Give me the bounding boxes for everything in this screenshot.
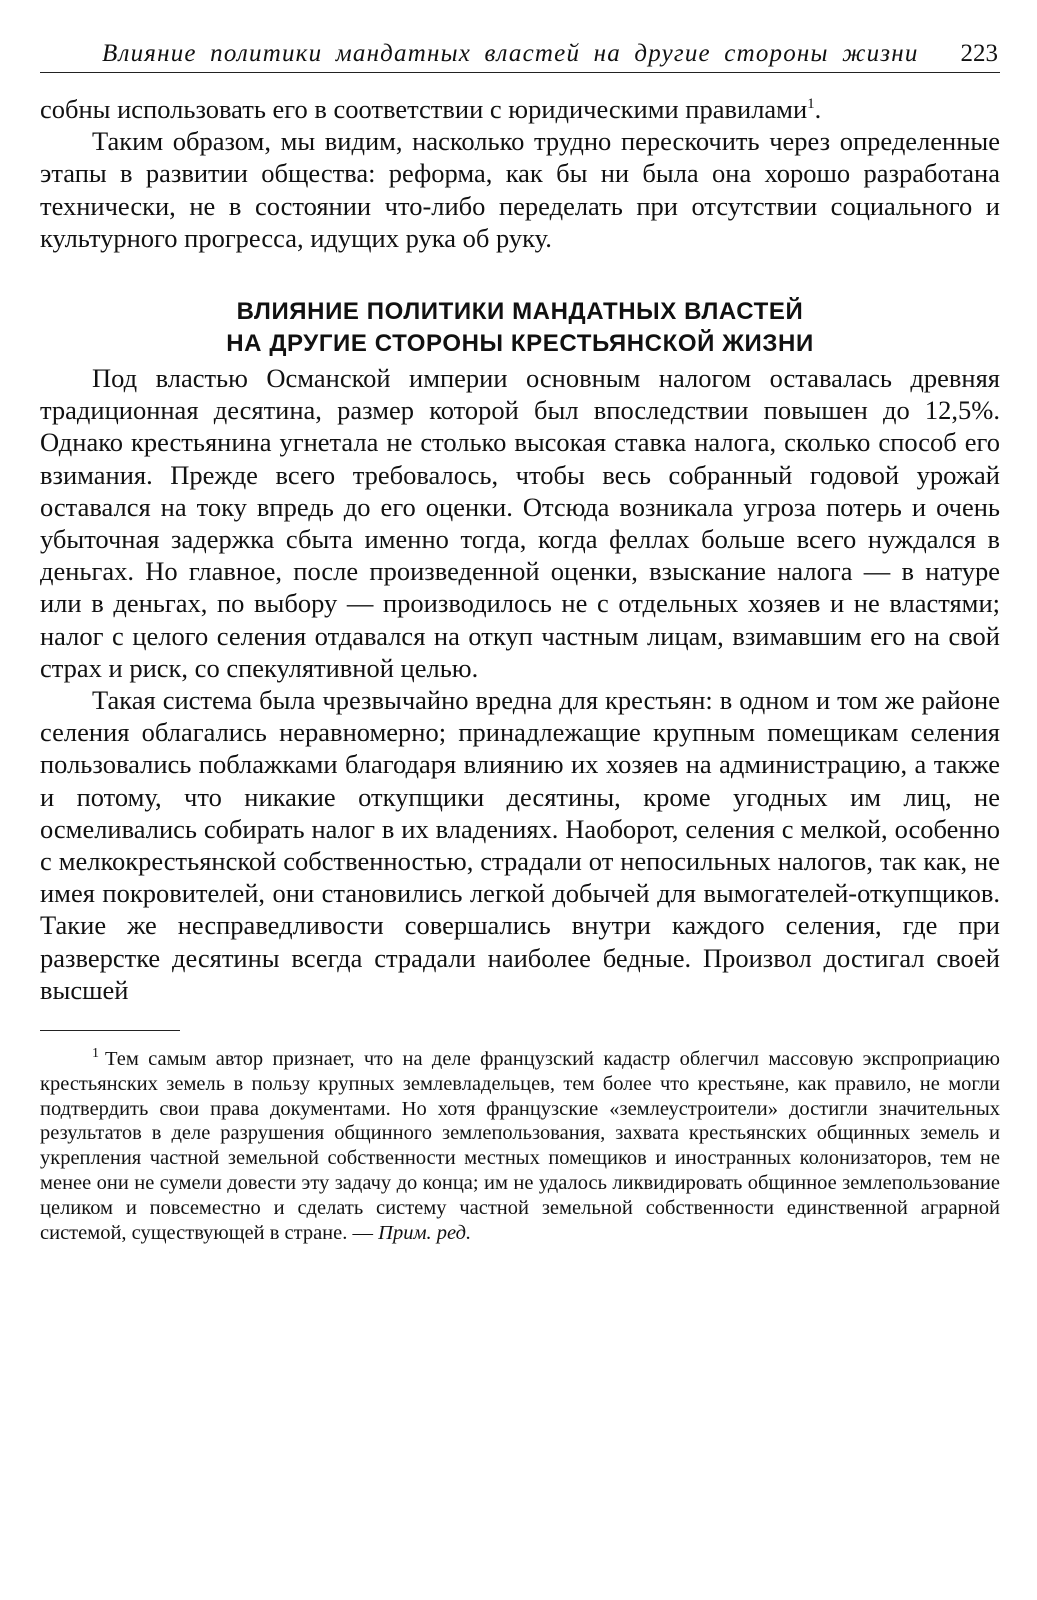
footnote (40, 1047, 1000, 1245)
running-head-title: Влияние политики мандатных властей на другие стороны жизни (102, 40, 919, 67)
running-head (40, 30, 1000, 73)
page-number: 223 (960, 40, 998, 67)
paragraph-conclusion: Таким образом, мы видим, насколько трудно перескочить через определенные этапы в развитии общества: реформа, как бы ни была она хорошо разработана технически, не в состоянии что-либо переделать при отсутствии социального и культурного прогресса, идущих рука об руку. (40, 126, 1000, 253)
footnote-mark: 1 (92, 1046, 99, 1062)
section-paragraph-2: Такая система была чрезвычайно вредна для крестьян: в одном и том же районе селения облагались неравномерно; принадлежащие крупным помещикам селения пользовались поблажками благодаря влиянию их хозяев на администрацию, а также и потому, что никакие откупщики десятины, кроме угодных им лиц, не осмеливались собирать налог в их владениях. Наоборот, селения с мелкой, особенно с мелкокрестьянской собственностью, страдали от непосильных налогов, так как, не имея покровителей, они становились легкой добычей для вымогателей-откупщиков. Такие же несправедливости совершались внутри каждого селения, где при разверстке десятины всегда страдали наиболее бедные. Произвол достигал своей высшей (40, 685, 1000, 1005)
footnote-text: Тем самым автор признает, что на деле французский кадастр облегчил массовую экспроприацию крестьянских земель в пользу крупных землевладельцев, тем более что крестьяне, как правило, не могли подтвердить свои права документами. Но хотя французские «землеустроители» достигли значительных результатов в деле разрушения общинного землепользования, захвата крестьянских общинных земель и укрепления частной земельной собственности местных помещиков и иностранных колонизаторов, тем не менее они не сумели довести эту задачу до конца; им не удалось ликвидировать общинное землепользование целиком и повсеместно и сделать систему частной земельной собственности единственной аграрной системой, существующей в стране. — (40, 1048, 1000, 1244)
section-paragraph-1: Под властью Османской империи основным налогом оставалась древняя традиционная десятина, размер которой был впоследствии повышен до 12,5%. Однако крестьянина угнетала не столько высокая ставка налога, сколько способ его взимания. Прежде всего требовалось, чтобы весь собранный годовой урожай оставался на току впредь до его оценки. Отсюда возникала угроза потерь и очень убыточная задержка сбыта именно тогда, когда феллах больше всего нуждался в деньгах. Но главное, после произведенной оценки, взыскание налога — в натуре или в деньгах, по выбору — производилось не с отдельных хозяев и не властями; налог с целого селения отдавался на откуп частным лицам, взимавшим его на свой страх и риск, со спекулятивной целью. (40, 363, 1000, 683)
section-heading (40, 296, 1000, 360)
footnote-reference: 1 (807, 96, 815, 113)
paragraph-continued (40, 93, 1000, 125)
paragraph-continued-end: . (814, 94, 822, 124)
paragraph-continued-text: собны использовать его в соответствии с юридическими правилами (40, 94, 808, 124)
section-heading-line-1: ВЛИЯНИЕ ПОЛИТИКИ МАНДАТНЫХ ВЛАСТЕЙ (236, 298, 804, 326)
section-heading-line-2: НА ДРУГИЕ СТОРОНЫ КРЕСТЬЯНСКОЙ ЖИЗНИ (226, 330, 814, 358)
footnote-attribution: Прим. ред. (378, 1221, 472, 1244)
footnote-separator (40, 1030, 180, 1031)
book-page (40, 30, 1000, 1580)
